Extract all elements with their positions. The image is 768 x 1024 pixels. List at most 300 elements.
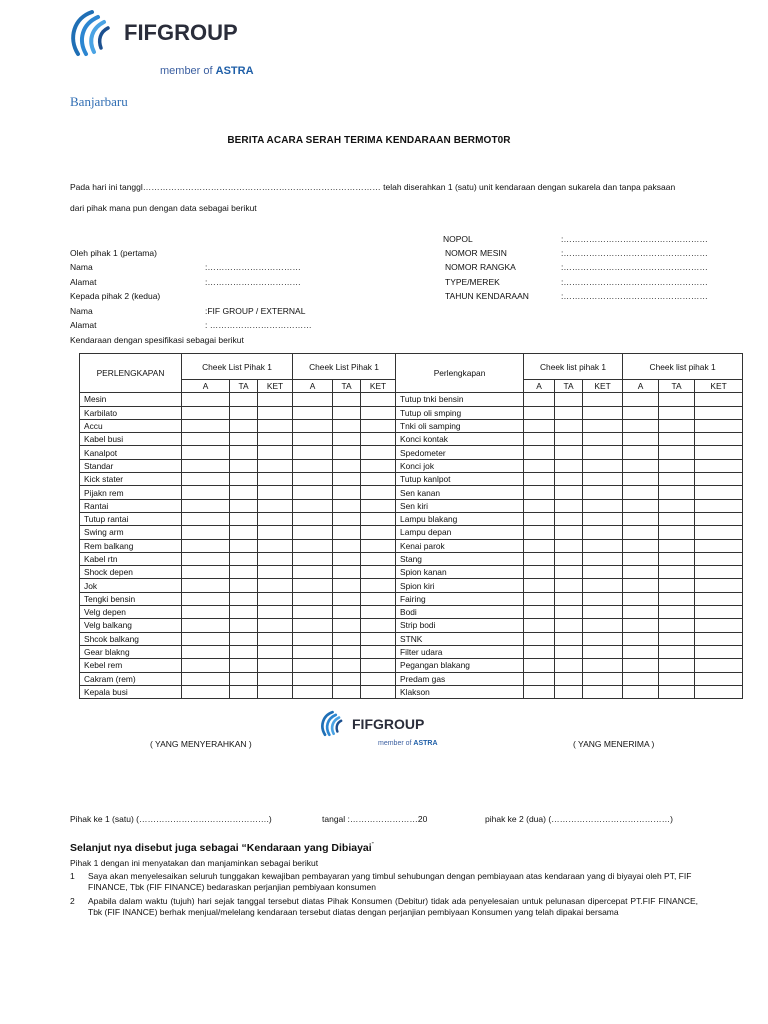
check-cell[interactable] bbox=[361, 473, 396, 486]
check-cell[interactable] bbox=[583, 685, 623, 698]
field-nomor-rangka-value[interactable]: :…………………………………………… bbox=[561, 262, 708, 272]
check-cell[interactable] bbox=[333, 419, 361, 432]
check-cell[interactable] bbox=[524, 685, 555, 698]
check-cell[interactable] bbox=[555, 592, 583, 605]
check-cell[interactable] bbox=[230, 459, 258, 472]
check-cell[interactable] bbox=[182, 645, 230, 658]
check-cell[interactable] bbox=[293, 566, 333, 579]
check-cell[interactable] bbox=[258, 632, 293, 645]
check-cell[interactable] bbox=[333, 632, 361, 645]
check-cell[interactable] bbox=[555, 659, 583, 672]
check-cell[interactable] bbox=[695, 552, 743, 565]
check-cell[interactable] bbox=[258, 486, 293, 499]
check-cell[interactable] bbox=[361, 592, 396, 605]
check-cell[interactable] bbox=[695, 499, 743, 512]
check-cell[interactable] bbox=[695, 566, 743, 579]
check-cell[interactable] bbox=[361, 459, 396, 472]
check-cell[interactable] bbox=[230, 406, 258, 419]
field-nopol-value[interactable]: :…………………………………………… bbox=[561, 234, 708, 244]
check-cell[interactable] bbox=[583, 592, 623, 605]
party1-nama-label: Nama bbox=[70, 262, 93, 272]
check-cell[interactable] bbox=[524, 606, 555, 619]
check-cell[interactable] bbox=[258, 592, 293, 605]
check-cell[interactable] bbox=[230, 552, 258, 565]
check-cell[interactable] bbox=[258, 459, 293, 472]
check-cell[interactable] bbox=[333, 539, 361, 552]
check-cell[interactable] bbox=[659, 393, 695, 406]
check-cell[interactable] bbox=[293, 619, 333, 632]
check-cell[interactable] bbox=[230, 685, 258, 698]
check-cell[interactable] bbox=[695, 406, 743, 419]
check-cell[interactable] bbox=[258, 619, 293, 632]
check-cell[interactable] bbox=[333, 592, 361, 605]
check-cell[interactable] bbox=[623, 473, 659, 486]
check-cell[interactable] bbox=[623, 659, 659, 672]
check-cell[interactable] bbox=[555, 446, 583, 459]
check-cell[interactable] bbox=[182, 672, 230, 685]
check-cell[interactable] bbox=[524, 512, 555, 525]
check-cell[interactable] bbox=[182, 446, 230, 459]
check-cell[interactable] bbox=[623, 552, 659, 565]
check-cell[interactable] bbox=[695, 459, 743, 472]
check-cell[interactable] bbox=[230, 512, 258, 525]
check-cell[interactable] bbox=[293, 685, 333, 698]
check-cell[interactable] bbox=[293, 606, 333, 619]
check-cell[interactable] bbox=[293, 406, 333, 419]
check-cell[interactable] bbox=[182, 526, 230, 539]
check-cell[interactable] bbox=[555, 685, 583, 698]
check-cell[interactable] bbox=[258, 446, 293, 459]
check-cell[interactable] bbox=[230, 672, 258, 685]
check-cell[interactable] bbox=[695, 672, 743, 685]
check-cell[interactable] bbox=[361, 645, 396, 658]
check-cell[interactable] bbox=[230, 645, 258, 658]
check-cell[interactable] bbox=[659, 406, 695, 419]
check-cell[interactable] bbox=[524, 632, 555, 645]
check-cell[interactable] bbox=[583, 433, 623, 446]
check-cell[interactable] bbox=[583, 499, 623, 512]
check-cell[interactable] bbox=[555, 566, 583, 579]
check-cell[interactable] bbox=[555, 473, 583, 486]
check-cell[interactable] bbox=[659, 446, 695, 459]
check-cell[interactable] bbox=[555, 433, 583, 446]
check-cell[interactable] bbox=[361, 499, 396, 512]
check-cell[interactable] bbox=[623, 419, 659, 432]
check-cell[interactable] bbox=[623, 579, 659, 592]
check-cell[interactable] bbox=[695, 433, 743, 446]
check-cell[interactable] bbox=[333, 566, 361, 579]
check-cell[interactable] bbox=[258, 419, 293, 432]
check-cell[interactable] bbox=[555, 645, 583, 658]
check-cell[interactable] bbox=[583, 566, 623, 579]
check-cell[interactable] bbox=[583, 659, 623, 672]
check-cell[interactable] bbox=[230, 419, 258, 432]
check-cell[interactable] bbox=[659, 659, 695, 672]
check-cell[interactable] bbox=[555, 393, 583, 406]
check-cell[interactable] bbox=[333, 645, 361, 658]
check-cell[interactable] bbox=[555, 606, 583, 619]
check-cell[interactable] bbox=[293, 632, 333, 645]
check-cell[interactable] bbox=[230, 579, 258, 592]
item-right: STNK bbox=[396, 632, 524, 645]
check-cell[interactable] bbox=[659, 552, 695, 565]
check-cell[interactable] bbox=[258, 393, 293, 406]
check-cell[interactable] bbox=[583, 619, 623, 632]
check-cell[interactable] bbox=[695, 419, 743, 432]
check-cell[interactable] bbox=[293, 592, 333, 605]
check-cell[interactable] bbox=[583, 552, 623, 565]
check-cell[interactable] bbox=[258, 499, 293, 512]
check-cell[interactable] bbox=[695, 632, 743, 645]
check-cell[interactable] bbox=[361, 446, 396, 459]
check-cell[interactable] bbox=[293, 645, 333, 658]
check-cell[interactable] bbox=[293, 672, 333, 685]
check-cell[interactable] bbox=[623, 539, 659, 552]
check-cell[interactable] bbox=[555, 512, 583, 525]
check-cell[interactable] bbox=[293, 446, 333, 459]
check-cell[interactable] bbox=[333, 446, 361, 459]
check-cell[interactable] bbox=[659, 473, 695, 486]
check-cell[interactable] bbox=[695, 659, 743, 672]
check-cell[interactable] bbox=[230, 433, 258, 446]
check-cell[interactable] bbox=[258, 552, 293, 565]
check-cell[interactable] bbox=[361, 685, 396, 698]
sub-header-ta: TA bbox=[555, 380, 583, 393]
check-cell[interactable] bbox=[524, 406, 555, 419]
check-cell[interactable] bbox=[182, 393, 230, 406]
check-cell[interactable] bbox=[361, 512, 396, 525]
check-cell[interactable] bbox=[659, 619, 695, 632]
check-cell[interactable] bbox=[230, 659, 258, 672]
check-cell[interactable] bbox=[695, 539, 743, 552]
check-cell[interactable] bbox=[333, 685, 361, 698]
check-cell[interactable] bbox=[258, 406, 293, 419]
check-cell[interactable] bbox=[659, 685, 695, 698]
check-cell[interactable] bbox=[182, 592, 230, 605]
check-cell[interactable] bbox=[333, 406, 361, 419]
check-cell[interactable] bbox=[524, 499, 555, 512]
check-cell[interactable] bbox=[583, 526, 623, 539]
check-cell[interactable] bbox=[293, 579, 333, 592]
check-cell[interactable] bbox=[623, 685, 659, 698]
check-cell[interactable] bbox=[583, 486, 623, 499]
check-cell[interactable] bbox=[524, 526, 555, 539]
check-cell[interactable] bbox=[230, 606, 258, 619]
check-cell[interactable] bbox=[182, 552, 230, 565]
check-cell[interactable] bbox=[695, 619, 743, 632]
check-cell[interactable] bbox=[583, 512, 623, 525]
field-type-merek-value[interactable]: :…………………………………………… bbox=[561, 277, 708, 287]
check-cell[interactable] bbox=[623, 433, 659, 446]
check-cell[interactable] bbox=[182, 685, 230, 698]
check-cell[interactable] bbox=[333, 473, 361, 486]
check-cell[interactable] bbox=[230, 632, 258, 645]
check-cell[interactable] bbox=[258, 433, 293, 446]
check-cell[interactable] bbox=[623, 486, 659, 499]
check-cell[interactable] bbox=[659, 486, 695, 499]
tanggal-field[interactable]: tangal :……………………20 bbox=[322, 814, 428, 824]
check-cell[interactable] bbox=[361, 619, 396, 632]
check-cell[interactable] bbox=[659, 539, 695, 552]
check-cell[interactable] bbox=[555, 552, 583, 565]
check-cell[interactable] bbox=[524, 486, 555, 499]
check-cell[interactable] bbox=[695, 579, 743, 592]
check-cell[interactable] bbox=[623, 393, 659, 406]
check-cell[interactable] bbox=[555, 526, 583, 539]
check-cell[interactable] bbox=[524, 419, 555, 432]
check-cell[interactable] bbox=[659, 645, 695, 658]
check-cell[interactable] bbox=[361, 393, 396, 406]
party1-nama-value[interactable]: :…………………………… bbox=[205, 262, 301, 272]
check-cell[interactable] bbox=[623, 459, 659, 472]
check-cell[interactable] bbox=[583, 579, 623, 592]
check-cell[interactable] bbox=[524, 393, 555, 406]
check-cell[interactable] bbox=[293, 473, 333, 486]
check-cell[interactable] bbox=[623, 499, 659, 512]
check-cell[interactable] bbox=[583, 473, 623, 486]
check-cell[interactable] bbox=[555, 459, 583, 472]
check-cell[interactable] bbox=[623, 526, 659, 539]
check-cell[interactable] bbox=[230, 499, 258, 512]
check-cell[interactable] bbox=[555, 539, 583, 552]
check-cell[interactable] bbox=[333, 672, 361, 685]
check-cell[interactable] bbox=[333, 552, 361, 565]
check-cell[interactable] bbox=[182, 659, 230, 672]
check-cell[interactable] bbox=[361, 566, 396, 579]
check-cell[interactable] bbox=[182, 632, 230, 645]
check-cell[interactable] bbox=[258, 606, 293, 619]
check-cell[interactable] bbox=[258, 685, 293, 698]
check-cell[interactable] bbox=[258, 579, 293, 592]
check-cell[interactable] bbox=[555, 419, 583, 432]
item-right: Spedometer bbox=[396, 446, 524, 459]
pihak2-signature[interactable]: pihak ke 2 (dua) (……………………………………) bbox=[485, 814, 673, 824]
check-cell[interactable] bbox=[524, 473, 555, 486]
check-cell[interactable] bbox=[524, 552, 555, 565]
check-cell[interactable] bbox=[230, 592, 258, 605]
check-cell[interactable] bbox=[524, 672, 555, 685]
check-cell[interactable] bbox=[555, 579, 583, 592]
check-cell[interactable] bbox=[361, 406, 396, 419]
check-cell[interactable] bbox=[659, 499, 695, 512]
check-cell[interactable] bbox=[293, 393, 333, 406]
check-cell[interactable] bbox=[623, 566, 659, 579]
check-cell[interactable] bbox=[583, 459, 623, 472]
check-cell[interactable] bbox=[182, 486, 230, 499]
check-cell[interactable] bbox=[182, 459, 230, 472]
check-cell[interactable] bbox=[361, 433, 396, 446]
check-cell[interactable] bbox=[361, 526, 396, 539]
check-cell[interactable] bbox=[695, 592, 743, 605]
check-cell[interactable] bbox=[583, 606, 623, 619]
check-cell[interactable] bbox=[293, 499, 333, 512]
check-cell[interactable] bbox=[659, 419, 695, 432]
check-cell[interactable] bbox=[524, 446, 555, 459]
check-cell[interactable] bbox=[695, 446, 743, 459]
check-cell[interactable] bbox=[524, 539, 555, 552]
check-cell[interactable] bbox=[333, 659, 361, 672]
check-cell[interactable] bbox=[230, 446, 258, 459]
check-cell[interactable] bbox=[258, 659, 293, 672]
check-cell[interactable] bbox=[623, 645, 659, 658]
check-cell[interactable] bbox=[361, 539, 396, 552]
check-cell[interactable] bbox=[659, 512, 695, 525]
check-cell[interactable] bbox=[623, 592, 659, 605]
check-cell[interactable] bbox=[659, 579, 695, 592]
check-cell[interactable] bbox=[182, 433, 230, 446]
check-cell[interactable] bbox=[293, 659, 333, 672]
check-cell[interactable] bbox=[583, 672, 623, 685]
check-cell[interactable] bbox=[695, 512, 743, 525]
check-cell[interactable] bbox=[695, 473, 743, 486]
check-cell[interactable] bbox=[333, 526, 361, 539]
check-cell[interactable] bbox=[361, 606, 396, 619]
check-cell[interactable] bbox=[182, 512, 230, 525]
check-cell[interactable] bbox=[524, 433, 555, 446]
check-cell[interactable] bbox=[182, 606, 230, 619]
check-cell[interactable] bbox=[659, 592, 695, 605]
check-cell[interactable] bbox=[333, 606, 361, 619]
item-left: Rem balkang bbox=[80, 539, 182, 552]
check-cell[interactable] bbox=[524, 645, 555, 658]
check-cell[interactable] bbox=[258, 645, 293, 658]
check-cell[interactable] bbox=[659, 526, 695, 539]
check-cell[interactable] bbox=[293, 552, 333, 565]
check-cell[interactable] bbox=[361, 632, 396, 645]
check-cell[interactable] bbox=[524, 566, 555, 579]
check-cell[interactable] bbox=[623, 512, 659, 525]
check-cell[interactable] bbox=[555, 632, 583, 645]
check-cell[interactable] bbox=[623, 632, 659, 645]
check-cell[interactable] bbox=[555, 499, 583, 512]
check-cell[interactable] bbox=[583, 406, 623, 419]
check-cell[interactable] bbox=[333, 486, 361, 499]
party2-nama-value[interactable]: :FIF GROUP / EXTERNAL bbox=[205, 306, 306, 316]
check-cell[interactable] bbox=[695, 645, 743, 658]
party1-alamat-value[interactable]: :…………………………… bbox=[205, 277, 301, 287]
check-cell[interactable] bbox=[333, 579, 361, 592]
check-cell[interactable] bbox=[293, 512, 333, 525]
check-cell[interactable] bbox=[333, 512, 361, 525]
check-cell[interactable] bbox=[182, 579, 230, 592]
check-cell[interactable] bbox=[659, 672, 695, 685]
check-cell[interactable] bbox=[230, 486, 258, 499]
check-cell[interactable] bbox=[623, 619, 659, 632]
check-cell[interactable] bbox=[182, 566, 230, 579]
check-cell[interactable] bbox=[583, 539, 623, 552]
check-cell[interactable] bbox=[182, 406, 230, 419]
check-cell[interactable] bbox=[293, 526, 333, 539]
check-cell[interactable] bbox=[524, 659, 555, 672]
pihak1-signature[interactable]: Pihak ke 1 (satu) (……………………………………….) bbox=[70, 814, 272, 824]
field-tahun-value[interactable]: :…………………………………………… bbox=[561, 291, 708, 301]
check-cell[interactable] bbox=[659, 433, 695, 446]
check-cell[interactable] bbox=[230, 473, 258, 486]
check-cell[interactable] bbox=[182, 419, 230, 432]
check-cell[interactable] bbox=[695, 526, 743, 539]
check-cell[interactable] bbox=[361, 486, 396, 499]
check-cell[interactable] bbox=[623, 672, 659, 685]
check-cell[interactable] bbox=[293, 433, 333, 446]
check-cell[interactable] bbox=[695, 685, 743, 698]
check-cell[interactable] bbox=[659, 566, 695, 579]
check-cell[interactable] bbox=[623, 606, 659, 619]
check-cell[interactable] bbox=[524, 579, 555, 592]
check-cell[interactable] bbox=[623, 446, 659, 459]
check-cell[interactable] bbox=[659, 606, 695, 619]
check-cell[interactable] bbox=[258, 672, 293, 685]
check-cell[interactable] bbox=[524, 592, 555, 605]
check-cell[interactable] bbox=[182, 473, 230, 486]
check-cell[interactable] bbox=[258, 512, 293, 525]
check-cell[interactable] bbox=[524, 619, 555, 632]
check-cell[interactable] bbox=[182, 499, 230, 512]
check-cell[interactable] bbox=[555, 486, 583, 499]
check-cell[interactable] bbox=[293, 419, 333, 432]
check-cell[interactable] bbox=[583, 645, 623, 658]
check-cell[interactable] bbox=[361, 552, 396, 565]
field-nomor-mesin-value[interactable]: :…………………………………………… bbox=[561, 248, 708, 258]
check-cell[interactable] bbox=[182, 619, 230, 632]
check-cell[interactable] bbox=[333, 499, 361, 512]
check-cell[interactable] bbox=[230, 566, 258, 579]
item-left: Velg balkang bbox=[80, 619, 182, 632]
check-cell[interactable] bbox=[333, 433, 361, 446]
check-cell[interactable] bbox=[230, 539, 258, 552]
check-cell[interactable] bbox=[583, 419, 623, 432]
fifgroup-logo-mark bbox=[70, 8, 112, 60]
check-cell[interactable] bbox=[293, 539, 333, 552]
check-cell[interactable] bbox=[230, 619, 258, 632]
table-row bbox=[80, 606, 743, 619]
item-right: Tnki oli samping bbox=[396, 419, 524, 432]
check-cell[interactable] bbox=[293, 459, 333, 472]
table-row bbox=[80, 512, 743, 525]
check-cell[interactable] bbox=[623, 406, 659, 419]
check-cell[interactable] bbox=[293, 486, 333, 499]
check-cell[interactable] bbox=[555, 406, 583, 419]
check-cell[interactable] bbox=[583, 632, 623, 645]
check-cell[interactable] bbox=[583, 393, 623, 406]
check-cell[interactable] bbox=[258, 539, 293, 552]
check-cell[interactable] bbox=[230, 526, 258, 539]
check-cell[interactable] bbox=[333, 459, 361, 472]
check-cell[interactable] bbox=[524, 459, 555, 472]
check-cell[interactable] bbox=[258, 566, 293, 579]
check-cell[interactable] bbox=[258, 526, 293, 539]
check-cell[interactable] bbox=[695, 486, 743, 499]
check-cell[interactable] bbox=[659, 459, 695, 472]
check-cell[interactable] bbox=[230, 393, 258, 406]
check-cell[interactable] bbox=[695, 606, 743, 619]
check-cell[interactable] bbox=[182, 539, 230, 552]
check-cell[interactable] bbox=[695, 393, 743, 406]
check-cell[interactable] bbox=[361, 659, 396, 672]
item-left: Shcok balkang bbox=[80, 632, 182, 645]
check-cell[interactable] bbox=[361, 672, 396, 685]
check-cell[interactable] bbox=[333, 619, 361, 632]
check-cell[interactable] bbox=[583, 446, 623, 459]
party2-alamat-value[interactable]: : ……………………………… bbox=[205, 320, 312, 330]
check-cell[interactable] bbox=[555, 619, 583, 632]
table-row bbox=[80, 433, 743, 446]
check-cell[interactable] bbox=[361, 579, 396, 592]
check-cell[interactable] bbox=[555, 672, 583, 685]
check-cell[interactable] bbox=[258, 473, 293, 486]
check-cell[interactable] bbox=[659, 632, 695, 645]
check-cell[interactable] bbox=[333, 393, 361, 406]
check-cell[interactable] bbox=[361, 419, 396, 432]
